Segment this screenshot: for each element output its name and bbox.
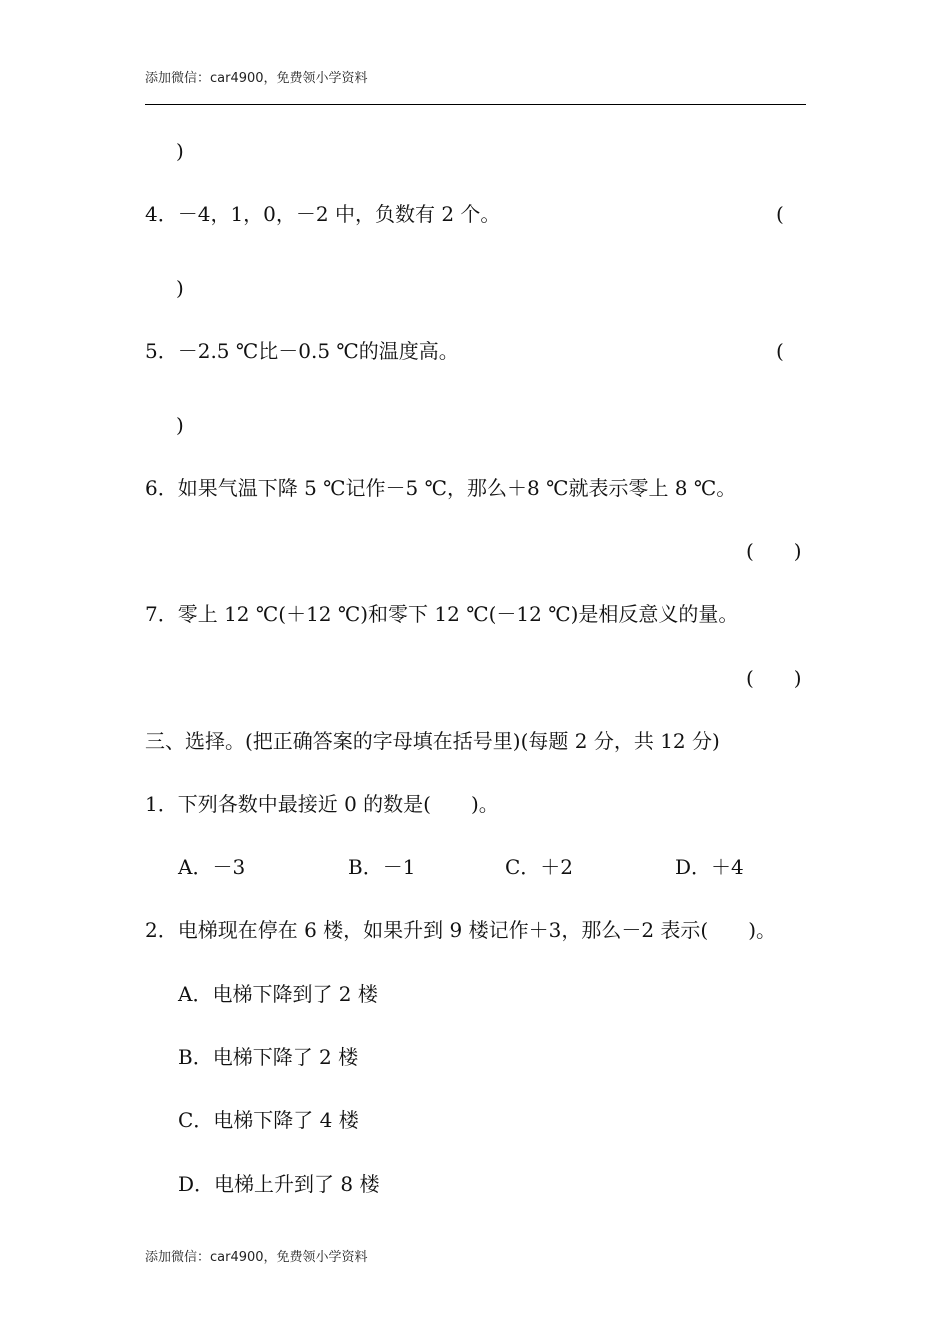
page-footer: 添加微信：car4900，免费领小学资料 [145, 1250, 368, 1265]
choice-question-2-text: 2．电梯现在停在 6 楼，如果升到 9 楼记作＋3，那么－2 表示( )。 [145, 918, 777, 942]
question-3-close-paren: ) [176, 139, 184, 163]
question-4-text: 4．－4，1，0，－2 中，负数有 2 个。 [145, 202, 501, 226]
question-5-close-paren: ) [176, 413, 184, 437]
question-6-answer-blank[interactable]: ( ) [746, 539, 802, 563]
question-5-text: 5．－2.5 ℃比－0.5 ℃的温度高。 [145, 339, 459, 363]
choice-2-option-d: D．电梯上升到了 8 楼 [178, 1172, 380, 1196]
question-6-text: 6．如果气温下降 5 ℃记作－5 ℃，那么＋8 ℃就表示零上 8 ℃。 [145, 476, 737, 500]
page-header: 添加微信：car4900，免费领小学资料 [145, 71, 368, 86]
choice-1-option-a: A．－3 [178, 855, 246, 879]
question-5-open-paren: ( [776, 339, 784, 363]
question-7-answer-blank[interactable]: ( ) [746, 666, 802, 690]
choice-1-option-d: D．＋4 [675, 855, 744, 879]
section-3-title: 三、选择。(把正确答案的字母填在括号里)(每题 2 分，共 12 分) [145, 729, 720, 753]
choice-question-1-text: 1．下列各数中最接近 0 的数是( )。 [145, 792, 499, 816]
question-4-open-paren: ( [776, 202, 784, 226]
choice-2-option-b: B．电梯下降了 2 楼 [178, 1045, 359, 1069]
choice-1-option-c: C．＋2 [505, 855, 574, 879]
choice-2-option-a: A．电梯下降到了 2 楼 [178, 982, 378, 1006]
header-divider [145, 104, 806, 105]
question-7-text: 7．零上 12 ℃(＋12 ℃)和零下 12 ℃(－12 ℃)是相反意义的量。 [145, 602, 739, 626]
choice-2-option-c: C．电梯下降了 4 楼 [178, 1108, 359, 1132]
choice-1-option-b: B．－1 [348, 855, 416, 879]
question-4-close-paren: ) [176, 276, 184, 300]
